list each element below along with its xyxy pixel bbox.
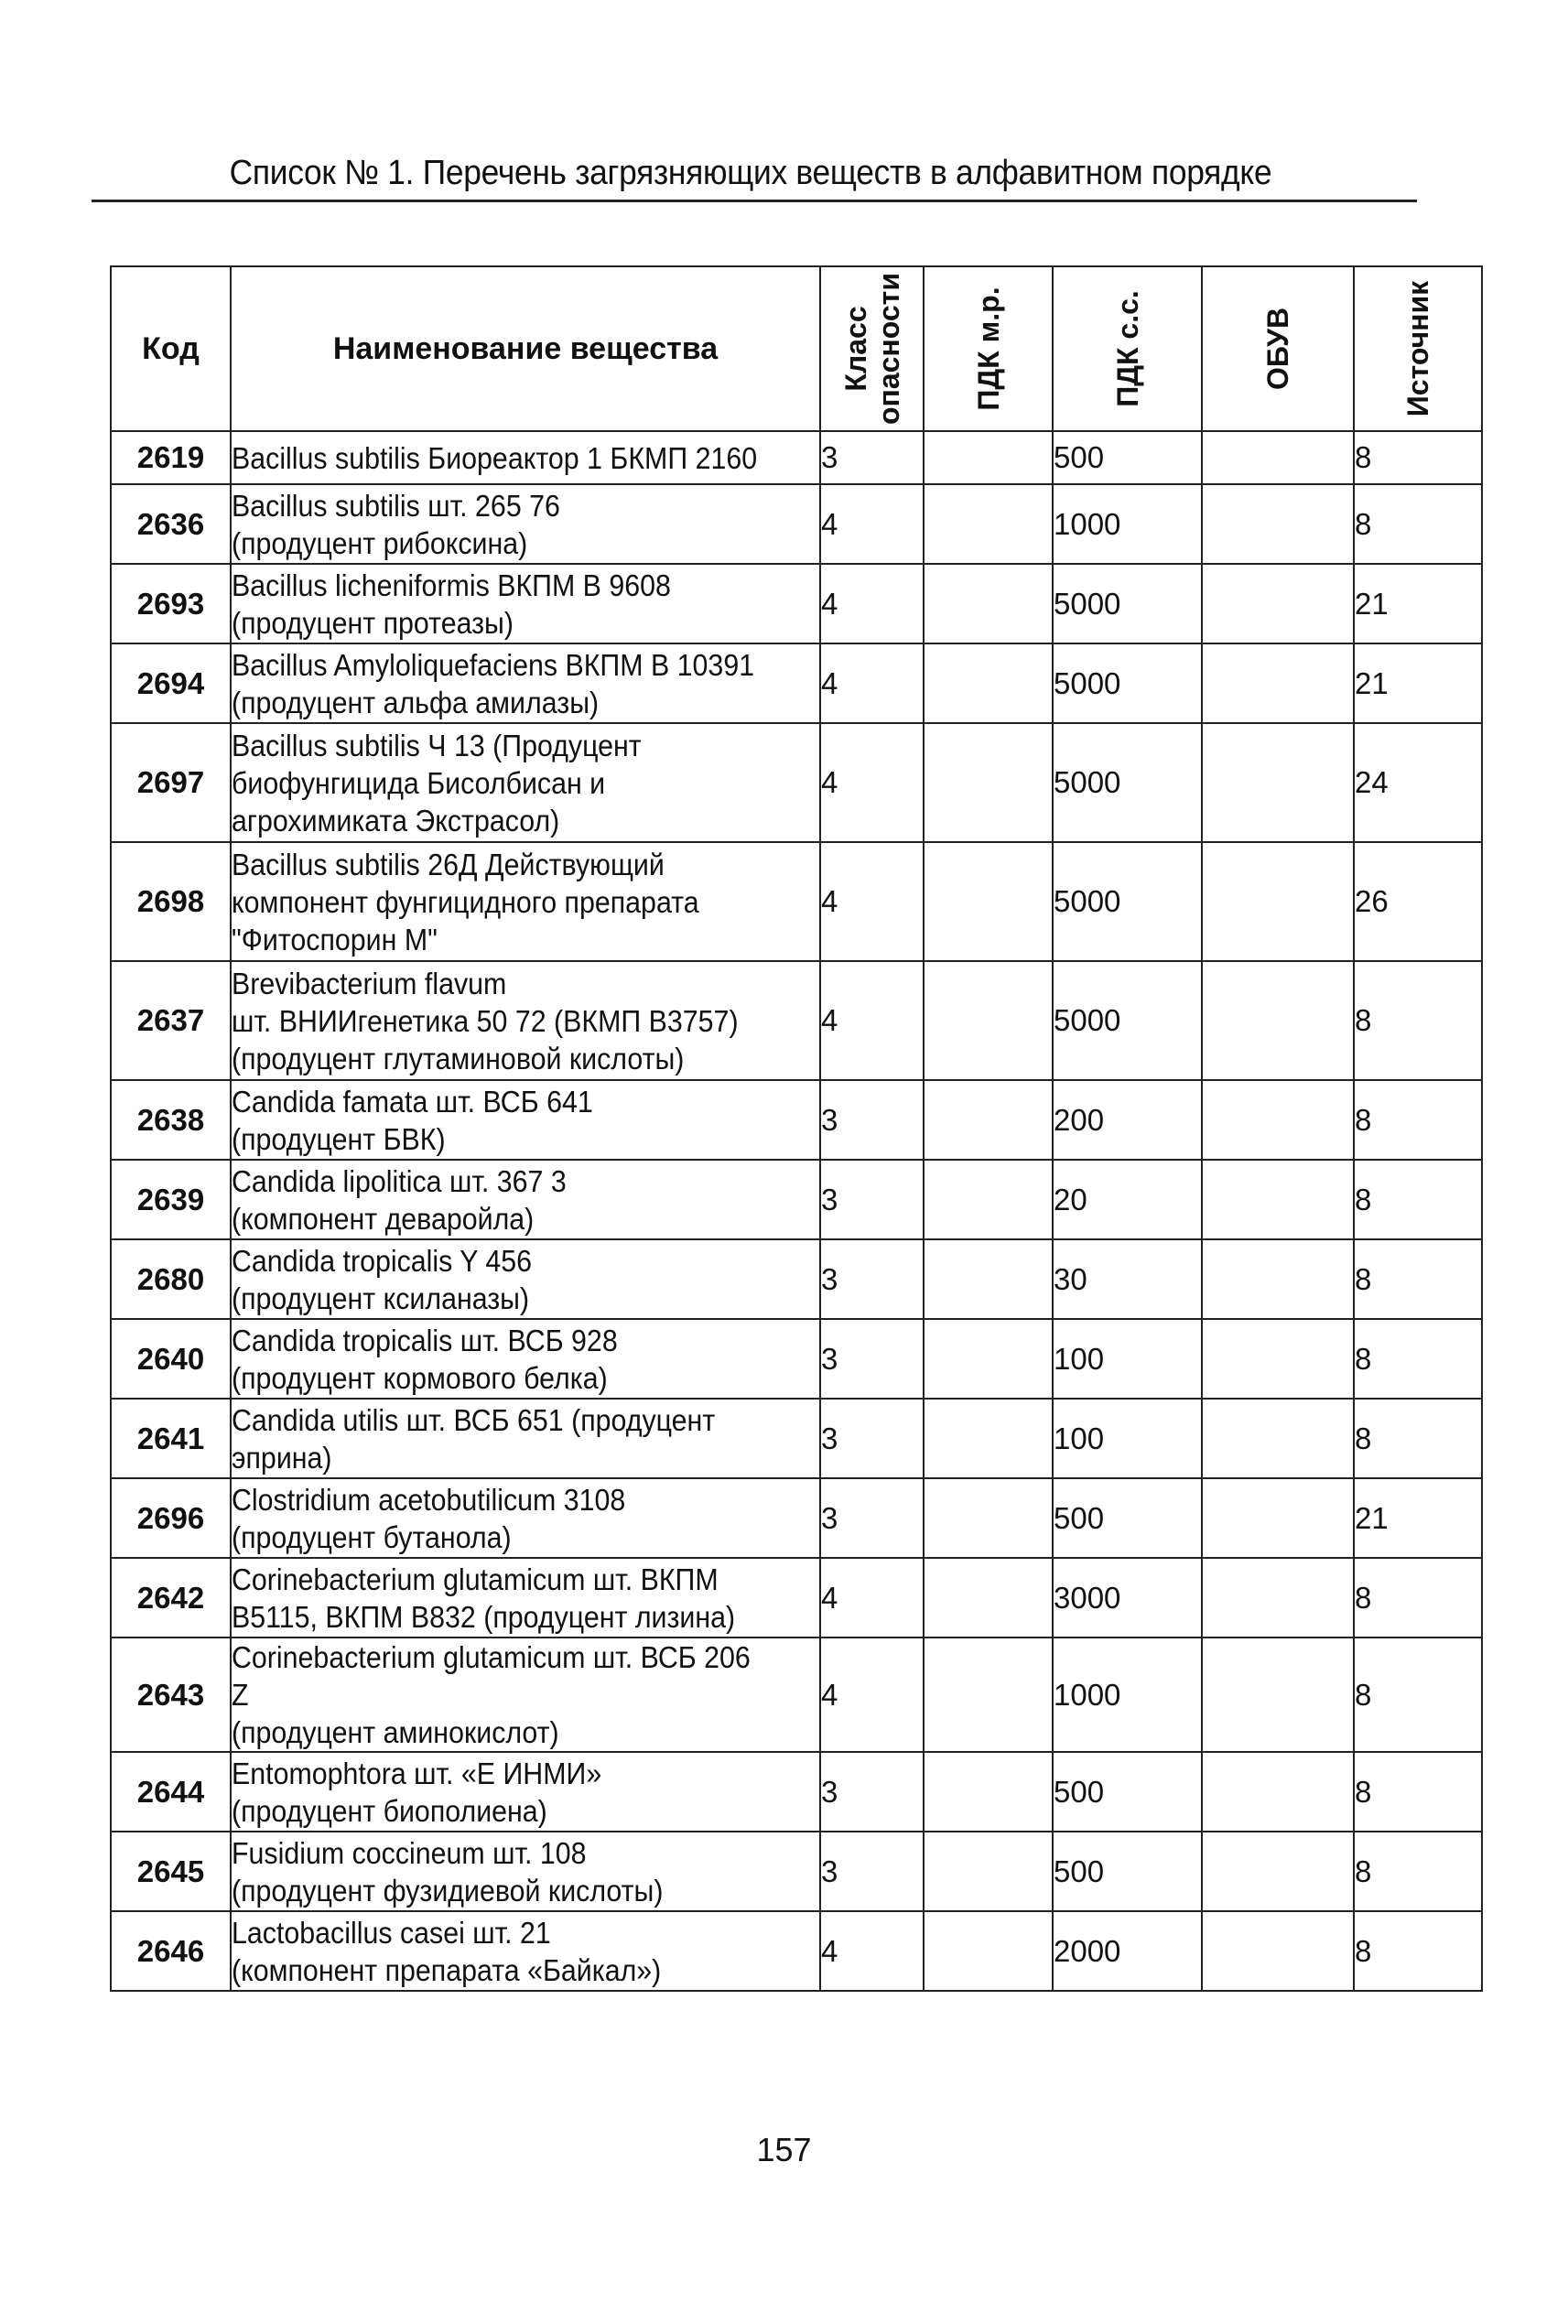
cell-obuv — [1202, 484, 1354, 564]
cell-name — [231, 961, 820, 1080]
substance-name: Bacillus licheniformis ВКПМ В 9608 (продуцент протеазы) — [232, 567, 671, 640]
cell-obuv — [1202, 1160, 1354, 1239]
cell-name — [231, 1239, 820, 1319]
cell-pdk-mr — [924, 1832, 1053, 1911]
table-row — [111, 1752, 1482, 1832]
substance-name: Bacillus Amyloliquefaciens ВКПМ В 10391 (продуцент альфа амилазы) — [232, 647, 755, 719]
cell-hazard-class: 4 — [820, 961, 924, 1080]
cell-obuv — [1202, 961, 1354, 1080]
cell-pdk-ss: 100 — [1053, 1319, 1202, 1399]
cell-code: 2643 — [111, 1638, 231, 1752]
cell-name — [231, 723, 820, 842]
table-row — [111, 564, 1482, 643]
cell-code: 2693 — [111, 564, 231, 643]
table-row — [111, 431, 1482, 484]
cell-pdk-ss: 2000 — [1053, 1911, 1202, 1991]
cell-pdk-mr — [924, 431, 1053, 484]
cell-pdk-mr — [924, 1638, 1053, 1752]
table-row — [111, 723, 1482, 842]
cell-code: 2644 — [111, 1752, 231, 1832]
substance-name: Candida famata шт. ВСБ 641 (продуцент БВК) — [232, 1084, 593, 1156]
cell-pdk-ss: 500 — [1053, 1832, 1202, 1911]
cell-name — [231, 1080, 820, 1160]
cell-name — [231, 1399, 820, 1478]
cell-source: 8 — [1354, 1911, 1482, 1991]
cell-code: 2694 — [111, 643, 231, 723]
cell-pdk-ss: 500 — [1053, 1478, 1202, 1558]
cell-code: 2642 — [111, 1558, 231, 1638]
cell-pdk-ss: 200 — [1053, 1080, 1202, 1160]
header-hazard-class — [820, 266, 924, 431]
header-obuv — [1202, 266, 1354, 431]
cell-hazard-class: 3 — [820, 1080, 924, 1160]
cell-code: 2696 — [111, 1478, 231, 1558]
cell-pdk-ss: 100 — [1053, 1399, 1202, 1478]
substance-name: Lactobacillus casei шт. 21 (компонент препарата «Байкал») — [232, 1915, 662, 1987]
header-hazard-line2: опасности — [871, 272, 905, 426]
cell-code: 2637 — [111, 961, 231, 1080]
cell-code: 2698 — [111, 842, 231, 961]
cell-name — [231, 643, 820, 723]
cell-obuv — [1202, 1911, 1354, 1991]
cell-code: 2640 — [111, 1319, 231, 1399]
cell-name — [231, 1752, 820, 1832]
cell-hazard-class: 3 — [820, 1478, 924, 1558]
cell-hazard-class: 3 — [820, 1239, 924, 1319]
cell-pdk-mr — [924, 1558, 1053, 1638]
substance-name: Brevibacterium flavum шт. ВНИИгенетика 50 72 (ВКМП В3757) (продуцент глутаминовой кислоты) — [232, 966, 739, 1076]
cell-hazard-class: 4 — [820, 1638, 924, 1752]
substance-name: Clostridium acetobutilicum 3108 (продуцент бутанола) — [232, 1482, 626, 1554]
cell-pdk-mr — [924, 1399, 1053, 1478]
cell-obuv — [1202, 1752, 1354, 1832]
cell-obuv — [1202, 1239, 1354, 1319]
cell-pdk-ss: 30 — [1053, 1239, 1202, 1319]
cell-obuv — [1202, 431, 1354, 484]
substance-name: Entomophtora шт. «Е ИНМИ» (продуцент биополиена) — [232, 1756, 602, 1828]
cell-source: 8 — [1354, 1080, 1482, 1160]
cell-obuv — [1202, 1478, 1354, 1558]
cell-pdk-mr — [924, 484, 1053, 564]
cell-source: 24 — [1354, 723, 1482, 842]
cell-pdk-mr — [924, 1478, 1053, 1558]
cell-name — [231, 431, 820, 484]
cell-code: 2697 — [111, 723, 231, 842]
title-rule — [92, 200, 1417, 202]
cell-hazard-class: 3 — [820, 1832, 924, 1911]
cell-source: 8 — [1354, 1239, 1482, 1319]
cell-source: 8 — [1354, 1752, 1482, 1832]
cell-source: 21 — [1354, 1478, 1482, 1558]
cell-source: 8 — [1354, 1399, 1482, 1478]
cell-name — [231, 1319, 820, 1399]
cell-pdk-ss: 5000 — [1053, 842, 1202, 961]
cell-pdk-ss: 20 — [1053, 1160, 1202, 1239]
cell-code: 2641 — [111, 1399, 231, 1478]
cell-hazard-class: 4 — [820, 1558, 924, 1638]
cell-hazard-class: 4 — [820, 842, 924, 961]
table-row — [111, 842, 1482, 961]
cell-obuv — [1202, 1558, 1354, 1638]
header-obuv-label: ОБУВ — [1261, 307, 1294, 391]
substance-name: Bacillus subtilis Ч 13 (Продуцент биофунгицида Бисолбисан и агрохимиката Экстрасол) — [232, 728, 642, 838]
cell-obuv — [1202, 723, 1354, 842]
cell-source: 21 — [1354, 564, 1482, 643]
table-row — [111, 1319, 1482, 1399]
cell-source: 8 — [1354, 1160, 1482, 1239]
cell-pdk-mr — [924, 643, 1053, 723]
cell-source: 8 — [1354, 431, 1482, 484]
cell-name — [231, 1911, 820, 1991]
table-row — [111, 1911, 1482, 1991]
cell-pdk-ss: 3000 — [1053, 1558, 1202, 1638]
substance-name: Corinebacterium glutamicum шт. ВСБ 206 Z (продуцент аминокислот) — [232, 1640, 751, 1749]
cell-source: 8 — [1354, 1638, 1482, 1752]
cell-code: 2645 — [111, 1832, 231, 1911]
cell-pdk-ss: 5000 — [1053, 723, 1202, 842]
cell-code: 2639 — [111, 1160, 231, 1239]
cell-source: 8 — [1354, 1832, 1482, 1911]
cell-name — [231, 1478, 820, 1558]
cell-hazard-class: 3 — [820, 1752, 924, 1832]
table-row — [111, 961, 1482, 1080]
substance-name: Bacillus subtilis 26Д Действующий компонент фунгицидного препарата "Фитоспорин М" — [232, 847, 699, 957]
cell-name — [231, 1558, 820, 1638]
cell-obuv — [1202, 842, 1354, 961]
substance-name: Candida utilis шт. ВСБ 651 (продуцент эприна) — [232, 1402, 716, 1475]
cell-pdk-ss: 5000 — [1053, 643, 1202, 723]
cell-pdk-mr — [924, 1752, 1053, 1832]
cell-obuv — [1202, 1319, 1354, 1399]
cell-obuv — [1202, 1832, 1354, 1911]
cell-name — [231, 1832, 820, 1911]
cell-source: 26 — [1354, 842, 1482, 961]
cell-pdk-ss: 500 — [1053, 431, 1202, 484]
cell-name — [231, 564, 820, 643]
cell-pdk-mr — [924, 1319, 1053, 1399]
cell-name — [231, 842, 820, 961]
cell-pdk-ss: 1000 — [1053, 1638, 1202, 1752]
table-row — [111, 1558, 1482, 1638]
cell-hazard-class: 3 — [820, 431, 924, 484]
table-row — [111, 1160, 1482, 1239]
cell-source: 8 — [1354, 961, 1482, 1080]
cell-name — [231, 1638, 820, 1752]
cell-pdk-mr — [924, 1080, 1053, 1160]
cell-pdk-mr — [924, 1911, 1053, 1991]
header-pdk-mr — [924, 266, 1053, 431]
cell-pdk-ss: 5000 — [1053, 961, 1202, 1080]
cell-hazard-class: 3 — [820, 1399, 924, 1478]
substance-name: Fusidium coccineum шт. 108 (продуцент фузидиевой кислоты) — [232, 1835, 664, 1908]
cell-pdk-mr — [924, 842, 1053, 961]
header-name: Наименование вещества — [231, 266, 820, 431]
substance-name: Candida lipolitica шт. 367 3 (компонент деваройла) — [232, 1163, 567, 1236]
substance-name: Candida tropicalis шт. ВСБ 928 (продуцент кормового белка) — [232, 1323, 618, 1395]
cell-hazard-class: 4 — [820, 723, 924, 842]
table-row — [111, 1832, 1482, 1911]
cell-source: 8 — [1354, 484, 1482, 564]
table-row — [111, 1638, 1482, 1752]
cell-hazard-class: 4 — [820, 564, 924, 643]
cell-pdk-mr — [924, 1239, 1053, 1319]
cell-obuv — [1202, 564, 1354, 643]
cell-code: 2638 — [111, 1080, 231, 1160]
header-source-label: Источник — [1401, 280, 1434, 417]
cell-name — [231, 484, 820, 564]
cell-name — [231, 1160, 820, 1239]
substance-name: Candida tropicalis Y 456 (продуцент ксиланазы) — [232, 1243, 533, 1315]
header-hazard-line1: Класс — [838, 306, 872, 392]
substance-name: Bacillus subtilis шт. 265 76 (продуцент рибоксина) — [232, 488, 560, 560]
table-row — [111, 1080, 1482, 1160]
cell-pdk-ss: 5000 — [1053, 564, 1202, 643]
header-pdk-mr-label: ПДК м.р. — [971, 286, 1005, 411]
table-row — [111, 1399, 1482, 1478]
cell-code: 2646 — [111, 1911, 231, 1991]
cell-source: 8 — [1354, 1319, 1482, 1399]
cell-pdk-mr — [924, 723, 1053, 842]
cell-obuv — [1202, 1080, 1354, 1160]
cell-obuv — [1202, 1399, 1354, 1478]
cell-source: 8 — [1354, 1558, 1482, 1638]
header-pdk-ss — [1053, 266, 1202, 431]
table-row — [111, 643, 1482, 723]
cell-source: 21 — [1354, 643, 1482, 723]
table-row — [111, 1239, 1482, 1319]
cell-code: 2636 — [111, 484, 231, 564]
cell-pdk-mr — [924, 564, 1053, 643]
cell-hazard-class: 4 — [820, 484, 924, 564]
table-row — [111, 1478, 1482, 1558]
header-source — [1354, 266, 1482, 431]
cell-code: 2619 — [111, 431, 231, 484]
table-row — [111, 484, 1482, 564]
cell-pdk-ss: 1000 — [1053, 484, 1202, 564]
cell-obuv — [1202, 1638, 1354, 1752]
cell-pdk-ss: 500 — [1053, 1752, 1202, 1832]
cell-hazard-class: 4 — [820, 643, 924, 723]
table-header-row — [111, 266, 1482, 431]
page-title: Список № 1. Перечень загрязняющих веществ в алфавитном порядке — [229, 154, 1272, 192]
cell-hazard-class: 3 — [820, 1319, 924, 1399]
header-pdk-ss-label: ПДК с.с. — [1110, 290, 1144, 407]
cell-pdk-mr — [924, 1160, 1053, 1239]
cell-hazard-class: 4 — [820, 1911, 924, 1991]
substance-name: Bacillus subtilis Биореактор 1 БКМП 2160 — [232, 440, 758, 475]
header-code: Код — [111, 266, 231, 431]
substance-name: Corinebacterium glutamicum шт. ВКПМ В5115, ВКПМ В832 (продуцент лизина) — [232, 1562, 736, 1634]
cell-pdk-mr — [924, 961, 1053, 1080]
cell-code: 2680 — [111, 1239, 231, 1319]
substances-table — [110, 265, 1483, 1992]
page-number: 157 — [756, 2131, 812, 2168]
cell-obuv — [1202, 643, 1354, 723]
cell-hazard-class: 3 — [820, 1160, 924, 1239]
